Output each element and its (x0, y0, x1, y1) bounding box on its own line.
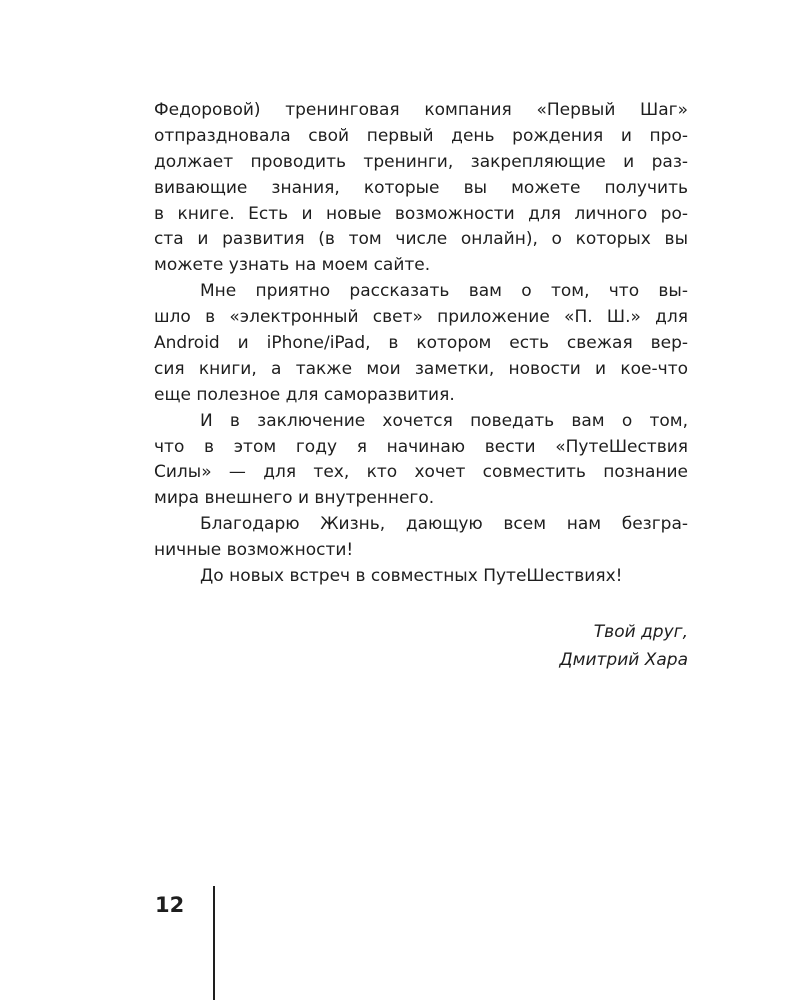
text-line: Благодарю Жизнь, дающую всем нам безгра- (200, 514, 688, 535)
text-line: мира внешнего и внутреннего. (154, 488, 435, 509)
paragraph (154, 564, 688, 590)
text-line: Мне приятно рассказать вам о том, что вы- (200, 281, 688, 302)
text-line: еще полезное для саморазвития. (154, 384, 455, 405)
signature-greeting: Твой друг, (593, 622, 688, 642)
text-line: должает проводить тренинги, закрепляющие и раз- (154, 151, 688, 172)
text-line: в книге. Есть и новые возможности для личного ро- (154, 203, 688, 224)
paragraph (154, 512, 688, 564)
page-divider-rule (213, 886, 215, 1000)
text-line: До новых встреч в совместных ПутеШествиях! (200, 566, 623, 587)
text-line: Силы» — для тех, кто хочет совместить познание (154, 462, 688, 483)
signature-name: Дмитрий Хара (559, 650, 688, 670)
text-line: отпраздновала свой первый день рождения и про- (154, 125, 688, 146)
body-text (154, 98, 688, 590)
text-line: что в этом году я начинаю вести «ПутеШествия (154, 436, 688, 457)
text-line: ста и развития (в том числе онлайн), о которых вы (154, 229, 688, 250)
text-line: ничные возможности! (154, 540, 354, 561)
paragraph (154, 279, 688, 408)
text-line: вивающие знания, которые вы можете получить (154, 177, 688, 198)
text-line: шло в «электронный свет» приложение «П. Ш.» для (154, 307, 688, 328)
text-line: Федоровой) тренинговая компания «Первый Шаг» (154, 100, 688, 120)
paragraph (154, 98, 688, 279)
paragraph (154, 409, 688, 513)
text-line: сия книги, а также мои заметки, новости и кое-что (154, 358, 688, 379)
text-line: И в заключение хочется поведать вам о том, (200, 410, 688, 431)
text-line: можете узнать на моем сайте. (154, 255, 431, 276)
signature (559, 618, 688, 674)
page-number: 12 (155, 893, 185, 917)
text-line: Android и iPhone/iPad, в котором есть свежая вер- (154, 333, 688, 354)
